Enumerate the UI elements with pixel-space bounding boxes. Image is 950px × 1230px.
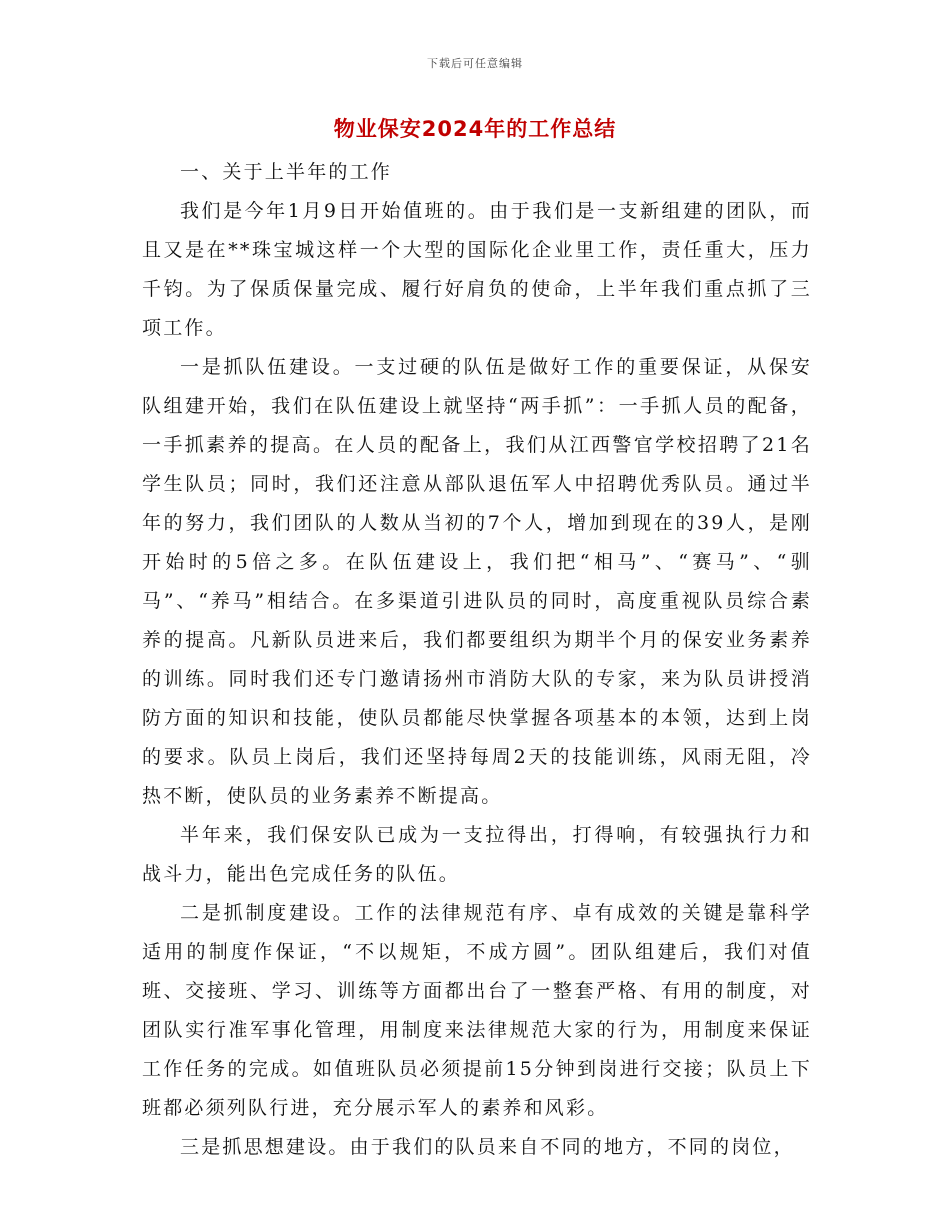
- paragraph: 我们是今年1月9日开始值班的。由于我们是一支新组建的团队，而且又是在**珠宝城这样一个大型的国际化企业里工作，责任重大，压力千钧。为了保质保量完成、履行好肩负的使命，上半年我们重点抓了三项工作。: [142, 200, 812, 339]
- header-note: 下载后可任意编辑: [427, 57, 523, 70]
- paragraph: 一是抓队伍建设。一支过硬的队伍是做好工作的重要保证，从保安队组建开始，我们在队伍建设上就坚持“两手抓”：一手抓人员的配备，一手抓素养的提高。在人员的配备上，我们从江西警官学校招聘了21名学生队员；同时，我们还注意从部队退伍军人中招聘优秀队员。通过半年的努力，我们团队的人数从当初的7个人，增加到现在的39人，是刚开始时的5倍之多。在队伍建设上，我们把“相马”、“赛马”、“驯马”、“养马”相结合。在多渠道引进队员的同时，高度重视队员综合素养的提高。凡新队员进来后，我们都要组织为期半个月的保安业务素养的训练。同时我们还专门邀请扬州市消防大队的专家，来为队员讲授消防方面的知识和技能，使队员都能尽快掌握各项基本的本领，达到上岗的要求。队员上岗后，我们还坚持每周2天的技能训练，风雨无阻，冷热不断，使队员的业务素养不断提高。: [142, 356, 812, 807]
- paragraph: 二是抓制度建设。工作的法律规范有序、卓有成效的关键是靠科学适用的制度作保证，“不以规矩，不成方圆”。团队组建后，我们对值班、交接班、学习、训练等方面都出台了一整套严格、有用的制度，对团队实行准军事化管理，用制度来法律规范大家的行为，用制度来保证工作任务的完成。如值班队员必须提前15分钟到岗进行交接；队员上下班都必须列队行进，充分展示军人的素养和风彩。: [142, 902, 812, 1119]
- paragraph: 三是抓思想建设。由于我们的队员来自不同的地方，不同的岗位，: [180, 1136, 795, 1158]
- document-title: 物业保安2024年的工作总结: [333, 117, 617, 141]
- paragraph: 半年来，我们保安队已成为一支拉得出，打得响，有较强执行力和战斗力，能出色完成任务的队伍。: [142, 824, 812, 885]
- section-heading: 一、关于上半年的工作: [180, 161, 393, 183]
- document-body: [142, 153, 812, 1167]
